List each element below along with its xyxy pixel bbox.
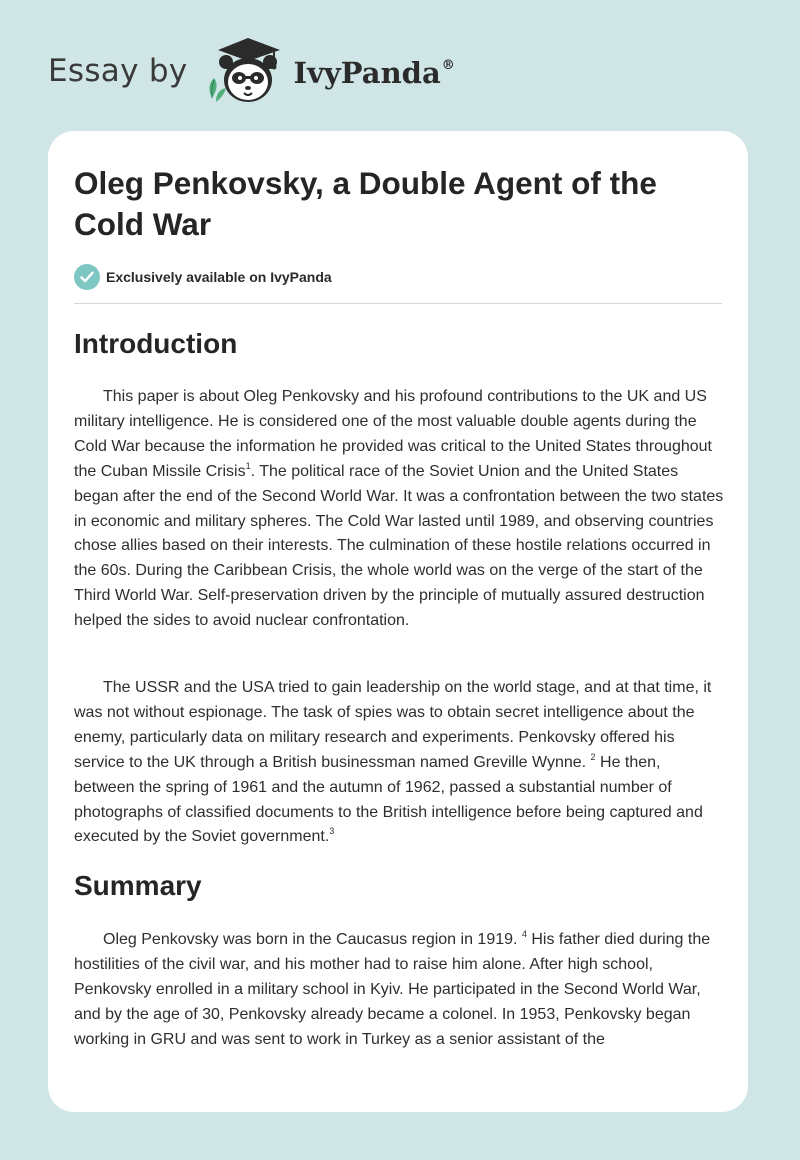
paragraph-intro-2: The USSR and the USA tried to gain leadership on the world stage, and at that time, it was not without espionage. The task of spies was to obtain secret intelligence about the enemy, particularly data on military research and experiments. Penkovsky offered his service to the UK through a British businessman named Greville Wynne. $^2$ He then, between the spring of 1961 and the autumn of 1962, passed a substantial number of photographs of classified documents to the British intelligence before being captured and executed by the Soviet government.$^3$ bbox=[74, 679, 712, 846]
panda-logo-icon[interactable] bbox=[202, 36, 290, 106]
article-card bbox=[48, 131, 748, 1112]
footnote-ref-4[interactable]: 4 bbox=[521, 929, 527, 939]
check-icon bbox=[74, 264, 100, 290]
site-header bbox=[48, 36, 455, 106]
badge-label: Exclusively available on IvyPanda bbox=[106, 269, 332, 285]
paragraph-intro-1: This paper is about Oleg Penkovsky and his profound contributions to the UK and US military intelligence. He is considered one of the most valuable double agents during the Cold War because the information he provided was critical to the United States throughout the Cuban Missile Crisis$^1$. The political race of the Soviet Union and the United States began after the end of the Second World War. It was a confrontation between the two states in economic and military spheres. The Cold War lasted until 1989, and observing countries chose allies based on their interests. The culmination of these hostile relations occurred in the 60s. During the Caribbean Crisis, the whole world was on the verge of the start of the Third World War. Self-preservation driven by the principle of mutually assured destruction helped the sides to avoid nuclear confrontation. bbox=[74, 388, 724, 630]
leaf-icon bbox=[209, 78, 226, 102]
divider bbox=[74, 303, 722, 304]
footnote-ref-1[interactable]: 1 bbox=[245, 460, 251, 471]
exclusive-badge bbox=[74, 264, 332, 290]
section-heading-summary: Summary bbox=[74, 870, 202, 901]
brand-name: IvyPanda® bbox=[293, 56, 455, 90]
essay-by-label: Essay by bbox=[48, 53, 188, 89]
section-heading-introduction: Introduction bbox=[74, 328, 238, 359]
footnote-ref-3[interactable]: 3 bbox=[329, 826, 335, 837]
article-title: Oleg Penkovsky, a Double Agent of the Cold War bbox=[74, 165, 657, 242]
paragraph-summary-1: Oleg Penkovsky was born in the Caucasus region in 1919. $^4$ His father died during the hostilities of the civil war, and his mother had to raise him alone. After high school, Penkovsky enrolled in a military school in Kyiv. He participated in the Second World War, and by the age of 30, Penkovsky already became a colonel. In 1953, Penkovsky began working in GRU and was sent to work in Turkey as a senior assistant of the bbox=[74, 929, 711, 1048]
registered-mark: ® bbox=[441, 58, 455, 73]
footnote-ref-2[interactable]: 2 bbox=[590, 751, 596, 762]
